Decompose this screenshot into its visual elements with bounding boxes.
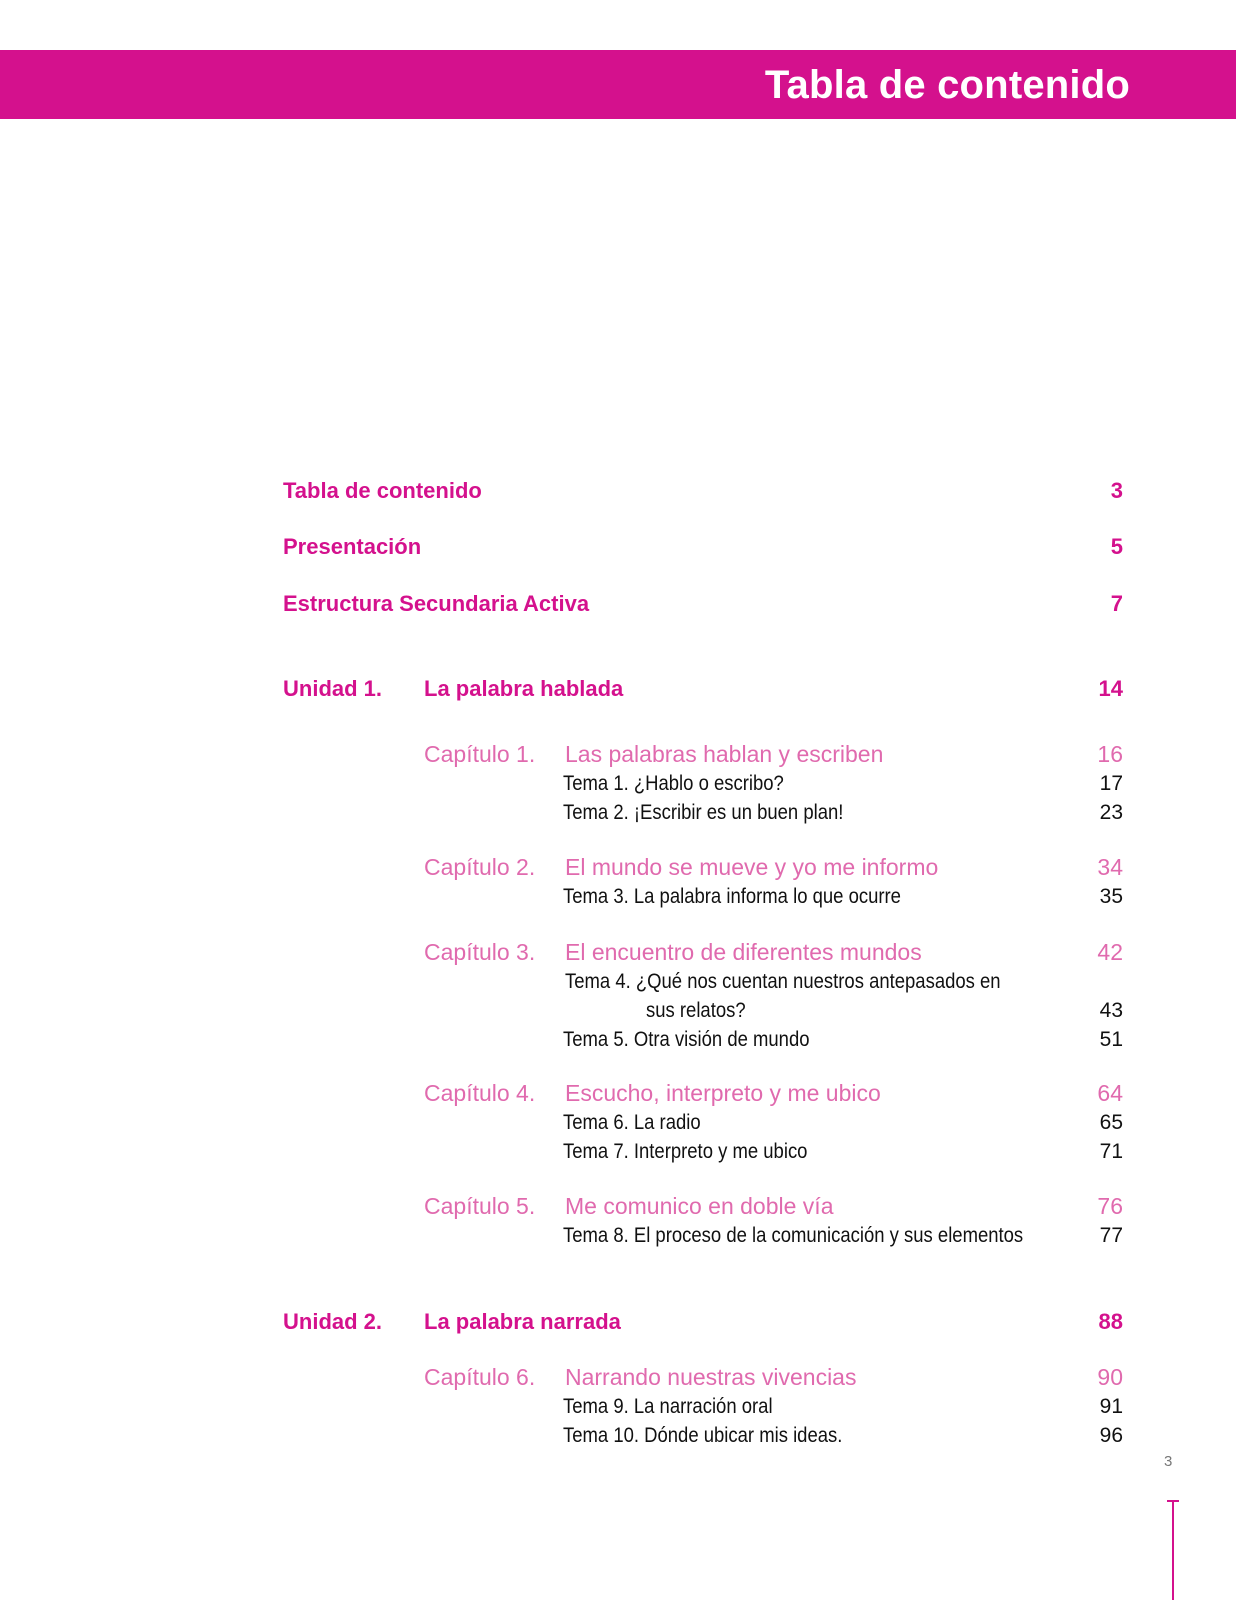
page-number: 3 [1164,1453,1173,1470]
chapter-page: 90 [1097,1364,1123,1390]
unit-page: 14 [1098,676,1123,701]
toc-topic[interactable] [0,771,1236,797]
toc-entry-page: 3 [1110,478,1123,503]
toc-entry-page: 5 [1110,534,1123,559]
unit-title: La palabra hablada [424,676,624,701]
toc-entry-label: Tabla de contenido [283,478,482,503]
chapter-label: Capítulo 5. [424,1193,536,1219]
unit-title: La palabra narrada [424,1309,621,1334]
toc-topic[interactable] [0,969,1236,995]
chapter-label: Capítulo 3. [424,939,536,965]
topic-text: Tema 7. Interpreto y me ubico [563,1140,808,1163]
topic-text: Tema 5. Otra visión de mundo [563,1028,810,1051]
toc-entry-label: Estructura Secundaria Activa [283,591,590,616]
topic-text: Tema 4. ¿Qué nos cuentan nuestros antepasados en [565,970,1001,993]
topic-page: 91 [1099,1395,1123,1418]
topic-page: 65 [1099,1111,1123,1134]
toc-topic-continuation[interactable] [0,998,1236,1024]
topic-page: 17 [1099,772,1123,795]
chapter-label: Capítulo 2. [424,854,536,880]
toc-entry-label: Presentación [283,534,422,559]
toc-topic[interactable] [0,1223,1236,1249]
chapter-page: 42 [1097,939,1123,965]
topic-text-continuation: sus relatos? [646,999,746,1022]
chapter-title: El encuentro de diferentes mundos [565,939,922,965]
chapter-page: 76 [1097,1193,1123,1219]
topic-page: 35 [1099,885,1123,908]
chapter-title: Narrando nuestras vivencias [565,1364,857,1390]
toc-topic[interactable] [0,1110,1236,1136]
topic-text: Tema 8. El proceso de la comunicación y sus elementos [563,1224,1024,1247]
chapter-label: Capítulo 4. [424,1080,536,1106]
toc-topic[interactable] [0,1423,1236,1449]
toc-topic[interactable] [0,1394,1236,1420]
topic-page: 96 [1099,1424,1123,1447]
chapter-label: Capítulo 1. [424,741,536,767]
topic-text: Tema 6. La radio [563,1111,701,1134]
topic-page: 77 [1099,1224,1123,1247]
topic-page: 23 [1099,801,1123,824]
topic-text: Tema 10. Dónde ubicar mis ideas. [563,1424,843,1447]
topic-text: Tema 1. ¿Hablo o escribo? [563,772,784,795]
chapter-title: El mundo se mueve y yo me informo [565,854,939,880]
topic-page: 43 [1099,999,1123,1022]
chapter-page: 64 [1097,1080,1123,1106]
topic-page: 71 [1099,1140,1123,1163]
topic-text: Tema 2. ¡Escribir es un buen plan! [563,801,844,824]
chapter-page: 34 [1097,854,1123,880]
chapter-title: Me comunico en doble vía [565,1193,834,1219]
toc-topic[interactable] [0,1027,1236,1053]
toc-entry-page: 7 [1110,591,1123,616]
unit-page: 88 [1098,1309,1123,1334]
toc-topic[interactable] [0,1139,1236,1165]
chapter-page: 16 [1097,741,1123,767]
margin-rule [1172,1501,1174,1600]
topic-page: 51 [1099,1028,1123,1051]
chapter-label: Capítulo 6. [424,1364,536,1390]
toc-topic[interactable] [0,800,1236,826]
toc-topic[interactable] [0,884,1236,910]
topic-text: Tema 3. La palabra informa lo que ocurre [563,885,901,908]
page-title: Tabla de contenido [764,63,1130,107]
chapter-title: Las palabras hablan y escriben [565,741,884,767]
chapter-title: Escucho, interpreto y me ubico [565,1080,881,1106]
topic-text: Tema 9. La narración oral [563,1395,773,1418]
unit-label: Unidad 1. [283,676,383,701]
unit-label: Unidad 2. [283,1309,383,1334]
